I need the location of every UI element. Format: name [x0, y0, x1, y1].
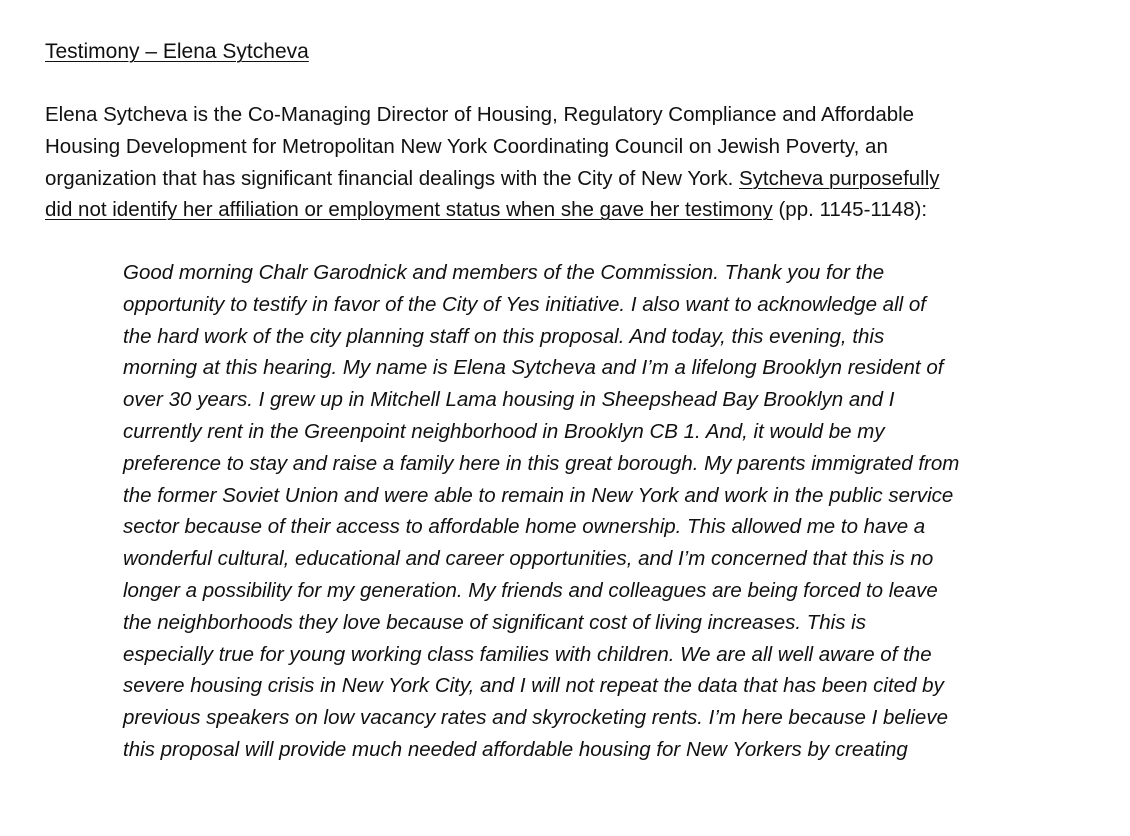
quote-line: the hard work of the city planning staff on this proposal. And today, this evening, this: [123, 324, 885, 348]
intro-line: [45, 163, 1090, 195]
quote-line: severe housing crisis in New York City, and I will not repeat the data that has been cited by: [123, 674, 944, 698]
quote-line: currently rent in the Greenpoint neighborhood in Brooklyn CB 1. And, it would be my: [123, 419, 885, 443]
quote-line: previous speakers on low vacancy rates and skyrocketing rents. I’m here because I believe: [123, 706, 948, 730]
quote-line: this proposal will provide much needed affordable housing for New Yorkers by creating: [123, 737, 908, 761]
underlined-claim-part2: did not identify her affiliation or employment status when she gave her testimony: [45, 198, 773, 222]
quote-line: especially true for young working class families with children. We are all well aware of the: [123, 642, 932, 666]
quote-line: sector because of their access to affordable home ownership. This allowed me to have a: [123, 515, 926, 539]
intro-line: [45, 194, 1090, 226]
document-heading: Testimony – Elena Sytcheva: [45, 40, 309, 63]
quote-line: longer a possibility for my generation. My friends and colleagues are being forced to leave: [123, 578, 938, 602]
quote-line: the neighborhoods they love because of significant cost of living increases. This is: [123, 610, 866, 634]
quote-line: the former Soviet Union and were able to remain in New York and work in the public service: [123, 483, 954, 507]
quote-line: opportunity to testify in favor of the City of Yes initiative. I also want to acknowledge all of: [123, 292, 926, 316]
quote-line: preference to stay and raise a family here in this great borough. My parents immigrated from: [123, 451, 960, 475]
intro-line: Elena Sytcheva is the Co-Managing Director of Housing, Regulatory Compliance and Affordable: [45, 103, 915, 126]
intro-paragraph: [45, 99, 1090, 226]
quote-line: morning at this hearing. My name is Elena Sytcheva and I’m a lifelong Brooklyn resident of: [123, 356, 944, 380]
underlined-claim-part1: Sytcheva purposefully: [738, 166, 940, 190]
intro-line: Housing Development for Metropolitan New York Coordinating Council on Jewish Poverty, an: [45, 134, 888, 158]
quote-line: wonderful cultural, educational and career opportunities, and I’m concerned that this is no: [123, 547, 934, 571]
page-citation: (pp. 1145-1148):: [772, 198, 928, 222]
quote-line: Good morning Chalr Garodnick and members of the Commission. Thank you for the: [123, 261, 885, 284]
intro-line-text: organization that has significant financial dealings with the City of New York.: [45, 166, 739, 190]
testimony-quote: [123, 257, 1083, 766]
quote-line: over 30 years. I grew up in Mitchell Lama housing in Sheepshead Bay Brooklyn and I: [123, 388, 895, 412]
